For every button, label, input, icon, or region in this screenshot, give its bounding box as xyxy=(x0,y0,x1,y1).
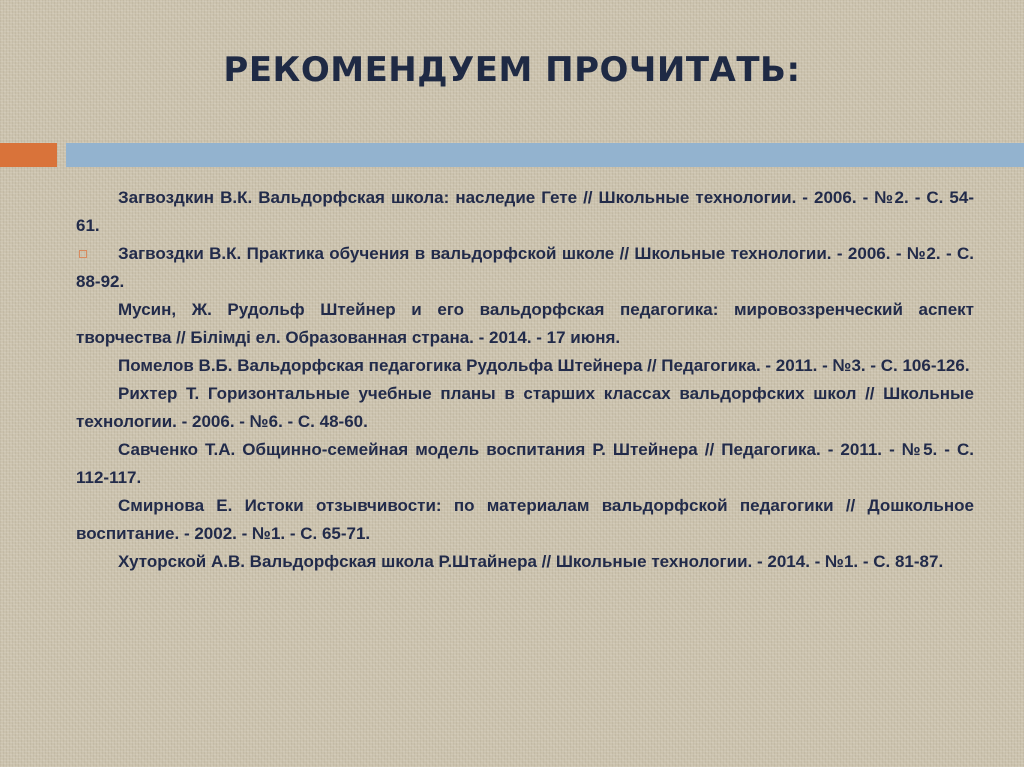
reference-list xyxy=(76,184,974,576)
reference-text: Смирнова Е. Истоки отзывчивости: по материалам вальдорфской педагогики // Дошкольное воспитание. - 2002. - №1. - С. 65-71. xyxy=(76,496,974,543)
accent-bar-orange xyxy=(0,143,57,167)
reference-text: Загвоздкин В.К. Вальдорфская школа: наследие Гете // Школьные технологии. - 2006. - №2. - С. 54-61. xyxy=(76,188,974,235)
reference-item-6 xyxy=(76,436,974,492)
reference-item-2 xyxy=(76,240,974,296)
reference-item-7 xyxy=(76,492,974,548)
reference-text: Мусин, Ж. Рудольф Штейнер и его вальдорфская педагогика: мировоззренческий аспект творчества // Білімді ел. Образованная страна. - 2014. - 17 июня. xyxy=(76,300,974,347)
reference-text: Савченко Т.А. Общинно-семейная модель воспитания Р. Штейнера // Педагогика. - 2011. - №5. - С. 112-117. xyxy=(76,440,974,487)
square-bullet-icon xyxy=(79,250,87,258)
accent-bar-blue xyxy=(66,143,1024,167)
reference-text: Рихтер Т. Горизонтальные учебные планы в старших классах вальдорфских школ // Школьные технологии. - 2006. - №6. - С. 48-60. xyxy=(76,384,974,431)
reference-text: Хуторской А.В. Вальдорфская школа Р.Штайнера // Школьные технологии. - 2014. - №1. - С. 81-87. xyxy=(118,552,944,571)
reference-text: Загвоздки В.К. Практика обучения в вальдорфской школе // Школьные технологии. - 2006. - №2. - С. 88-92. xyxy=(76,244,974,291)
reference-item-1 xyxy=(76,184,974,240)
reference-item-3 xyxy=(76,296,974,352)
reference-item-4 xyxy=(76,352,974,380)
slide-title: РЕКОМЕНДУЕМ ПРОЧИТАТЬ: xyxy=(223,50,801,90)
reference-item-8 xyxy=(76,548,974,576)
reference-item-5 xyxy=(76,380,974,436)
reference-text: Помелов В.Б. Вальдорфская педагогика Рудольфа Штейнера // Педагогика. - 2011. - №3. - С. 106-126. xyxy=(118,356,970,375)
